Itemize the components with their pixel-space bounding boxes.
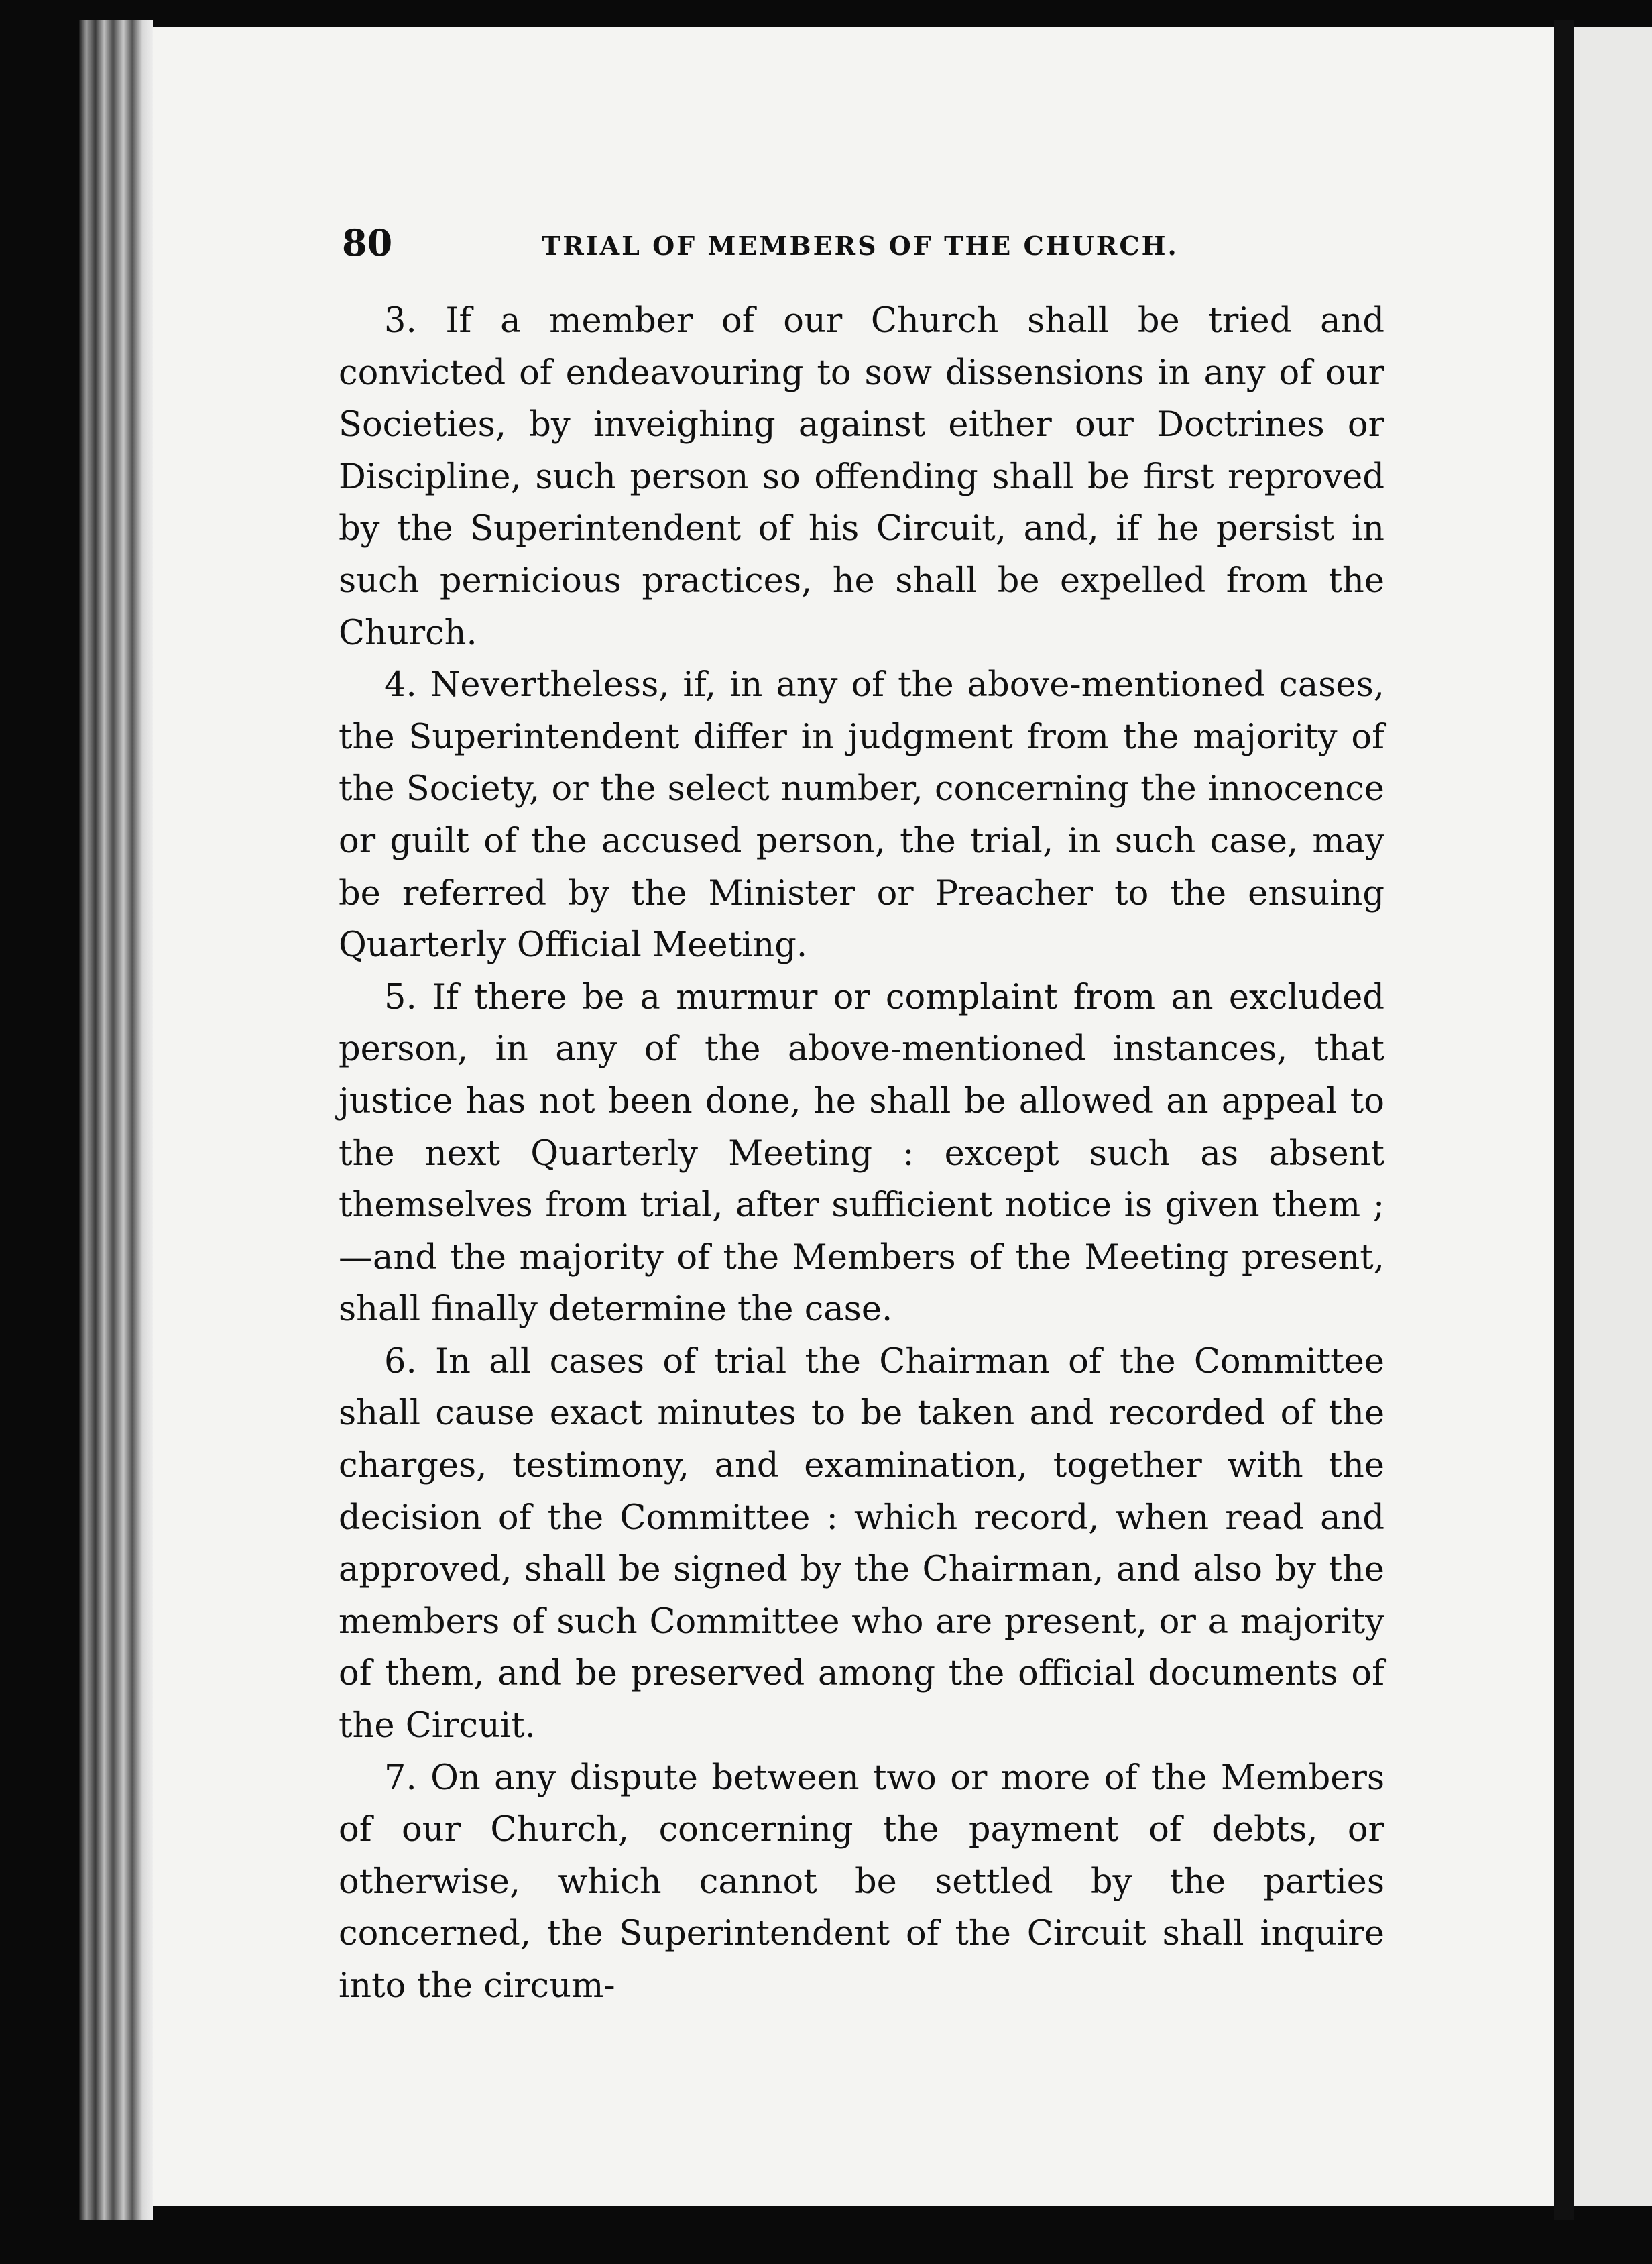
book-page-edges: [79, 20, 153, 2220]
paragraph-6: 6. In all cases of trial the Chairman of the Committee shall cause exact minutes to be taken and recorded of the charges, testimony, and examination, together with the decision of the Committee : which record, when read and approved, shall be signed by the Chairman, and also by the members of such Committee who are present, or a majority of them, and be preserved among the official documents of the Circuit.: [339, 1341, 1384, 1746]
body-text: [339, 295, 1384, 2013]
binding-gutter: [1554, 20, 1574, 2220]
running-title: TRIAL OF MEMBERS OF THE CHURCH.: [542, 231, 1179, 261]
page-number: 80: [342, 221, 393, 264]
paragraph-3: 3. If a member of our Church shall be tried and convicted of endeavouring to sow dissensions in any of our Societies, by inveighing against either our Doctrines or Discipline, such person so offending shall be first reproved by the Superintendent of his Circuit, and, if he persist in such pernicious practices, he shall be expelled from the Church.: [339, 301, 1384, 653]
paragraph-5: 5. If there be a murmur or complaint from an excluded person, in any of the above-mentioned instances, that justice has not been done, he shall be allowed an appeal to the next Quarterly Meeting : except such as absent themselves from trial, after sufficient notice is given them ;—and the majority of the Members of the Meeting present, shall finally determine the case.: [339, 977, 1384, 1330]
page-header: [342, 221, 1388, 275]
facing-page-edge: [1574, 27, 1652, 2206]
paragraph-7: 7. On any dispute between two or more of the Members of our Church, concerning the payment of debts, or otherwise, which cannot be settled by the parties concerned, the Superintendent of the Circuit shall inquire into the circum-: [339, 1758, 1384, 2006]
paragraph-4: 4. Nevertheless, if, in any of the above-mentioned cases, the Superintendent differ in judgment from the majority of the Society, or the select number, concerning the innocence or guilt of the accused person, the trial, in such case, may be referred by the Minister or Preacher to the ensuing Quarterly Official Meeting.: [339, 665, 1384, 966]
